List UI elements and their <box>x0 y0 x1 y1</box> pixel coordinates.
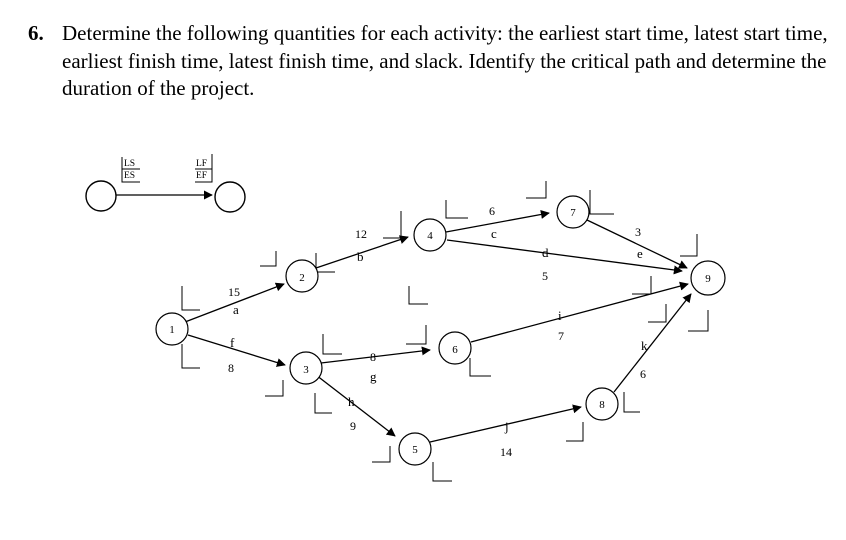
node-5 <box>399 433 431 465</box>
node-4 <box>414 219 446 251</box>
activity-label-g: g <box>370 369 377 384</box>
node-3 <box>290 352 322 384</box>
duration-f: 8 <box>228 361 234 375</box>
bracket-node7-right <box>590 190 614 214</box>
duration-h: 9 <box>350 419 356 433</box>
bracket-node5-right <box>433 462 452 481</box>
edge-k <box>614 294 691 392</box>
legend-ls-label: LS <box>124 159 136 169</box>
activity-label-f: f <box>230 335 235 350</box>
activity-label-b: b <box>357 249 364 264</box>
activity-label-c: c <box>491 226 497 241</box>
svg-text:3: 3 <box>303 364 309 376</box>
svg-text:7: 7 <box>570 207 576 219</box>
activity-label-a: a <box>233 302 239 317</box>
node-7 <box>557 196 589 228</box>
duration-g: 8 <box>370 350 376 364</box>
bracket-node9-below-right <box>688 310 708 331</box>
bracket-node9-below-left <box>648 304 666 322</box>
duration-e: 3 <box>635 225 641 239</box>
svg-text:4: 4 <box>427 230 433 242</box>
svg-text:2: 2 <box>299 272 305 284</box>
bracket-node2-left <box>260 251 276 266</box>
legend-es-label: ES <box>124 171 136 181</box>
activity-label-k: k <box>641 338 648 353</box>
bracket-node9-left <box>632 276 651 294</box>
duration-k: 6 <box>640 367 646 381</box>
activity-label-h: h <box>348 394 355 409</box>
node-6 <box>439 332 471 364</box>
bracket-node1-left-top <box>182 286 200 310</box>
bracket-node3-left <box>265 380 283 396</box>
duration-d: 5 <box>542 269 548 283</box>
node-9 <box>691 261 725 295</box>
legend-end-node <box>215 182 245 212</box>
duration-j: 14 <box>500 445 512 459</box>
problem-text: Determine the following quantities for each activity: the earliest start time, latest start time, earliest finish time, latest finish time, and slack. Identify the critical path and determine the duration of the project. <box>62 21 828 100</box>
bracket-node9-above <box>680 234 697 256</box>
duration-b: 12 <box>355 227 367 241</box>
node-1 <box>156 313 188 345</box>
bracket-node6-right <box>470 358 491 376</box>
svg-text:8: 8 <box>599 399 605 411</box>
duration-i: 7 <box>558 329 564 343</box>
bracket-node3-right-top <box>323 334 342 354</box>
activity-label-i: i <box>558 308 562 323</box>
bracket-node5-left <box>372 446 390 462</box>
bracket-node4-right <box>446 200 468 218</box>
legend-start-node <box>86 181 116 211</box>
svg-text:5: 5 <box>412 444 418 456</box>
bracket-node6-left <box>406 325 426 344</box>
bracket-node3-right-bottom <box>315 393 332 413</box>
edge-i <box>471 284 688 342</box>
duration-c: 6 <box>489 204 495 218</box>
bracket-node4-below <box>409 286 428 304</box>
bracket-node4-left <box>383 211 401 238</box>
legend-lf-label: LF <box>196 159 208 169</box>
node-2 <box>286 260 318 292</box>
svg-text:1: 1 <box>169 324 175 336</box>
activity-labels <box>230 226 648 434</box>
svg-text:9: 9 <box>705 273 711 285</box>
bracket-node8-right <box>624 392 640 412</box>
time-brackets <box>182 181 708 481</box>
edge-d <box>447 240 682 271</box>
edge-f <box>188 335 285 365</box>
activity-label-j: j <box>505 419 509 434</box>
activity-label-e: e <box>637 246 643 261</box>
legend-ef-label: EF <box>196 171 208 181</box>
activity-label-d: d <box>542 245 549 260</box>
edge-c <box>446 213 549 232</box>
bracket-node7-left <box>526 181 546 198</box>
bracket-node1-left-bottom <box>182 344 200 368</box>
duration-a: 15 <box>228 285 240 299</box>
problem-number: 6. <box>28 21 44 45</box>
svg-text:6: 6 <box>452 344 458 356</box>
node-8 <box>586 388 618 420</box>
legend <box>86 154 245 212</box>
bracket-node8-left <box>566 422 583 441</box>
